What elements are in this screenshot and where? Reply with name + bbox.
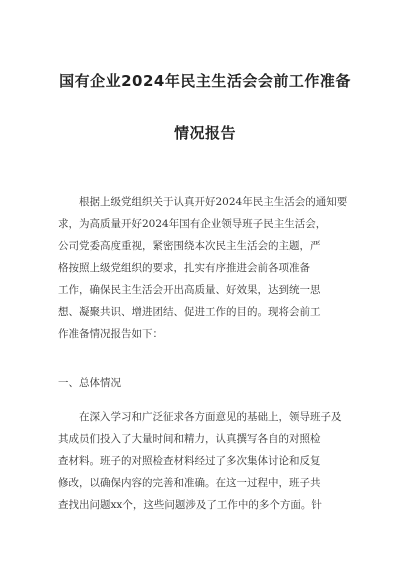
document-title-line-2: 情况报告 — [173, 124, 236, 142]
intro-line: 想、凝聚共识、增进团结、促进工作的目的。现将会前工 — [58, 306, 321, 318]
intro-line: 公司党委高度重视，紧密围绕本次民主生活会的主题，严 — [58, 240, 321, 252]
document-title-line-1: 国有企业2024年民主生活会会前工作准备 — [59, 72, 351, 90]
intro-line: 工作，确保民主生活会开出高质量、好效果，达到统一思 — [58, 284, 321, 296]
intro-line: 格按照上级党组织的要求，扎实有序推进会前各项准备 — [58, 262, 310, 274]
intro-line: 根据上级党组织关于认真开好2024年民主生活会的通知要 — [58, 196, 348, 208]
overview-line: 查材料。班子的对照检查材料经过了多次集体讨论和反复 — [58, 455, 321, 467]
intro-paragraph — [58, 191, 358, 345]
intro-line: 求，为高质量开好2024年国有企业领导班子民主生活会， — [58, 218, 327, 230]
overview-line: 在深入学习和广泛征求各方面意见的基础上，领导班子及 — [58, 411, 342, 423]
overview-paragraph — [58, 406, 358, 516]
overview-line: 查找出问题xx个，这些问题涉及了工作中的多个方面。针 — [58, 499, 322, 511]
section-heading-overview: 一、总体情况 — [58, 377, 121, 389]
overview-line: 其成员们投入了大量时间和精力，认真撰写各自的对照检 — [58, 433, 321, 445]
overview-line: 修改，以确保内容的完善和准确。在这一过程中，班子共 — [58, 477, 321, 489]
intro-line: 作准备情况报告如下： — [58, 328, 163, 340]
